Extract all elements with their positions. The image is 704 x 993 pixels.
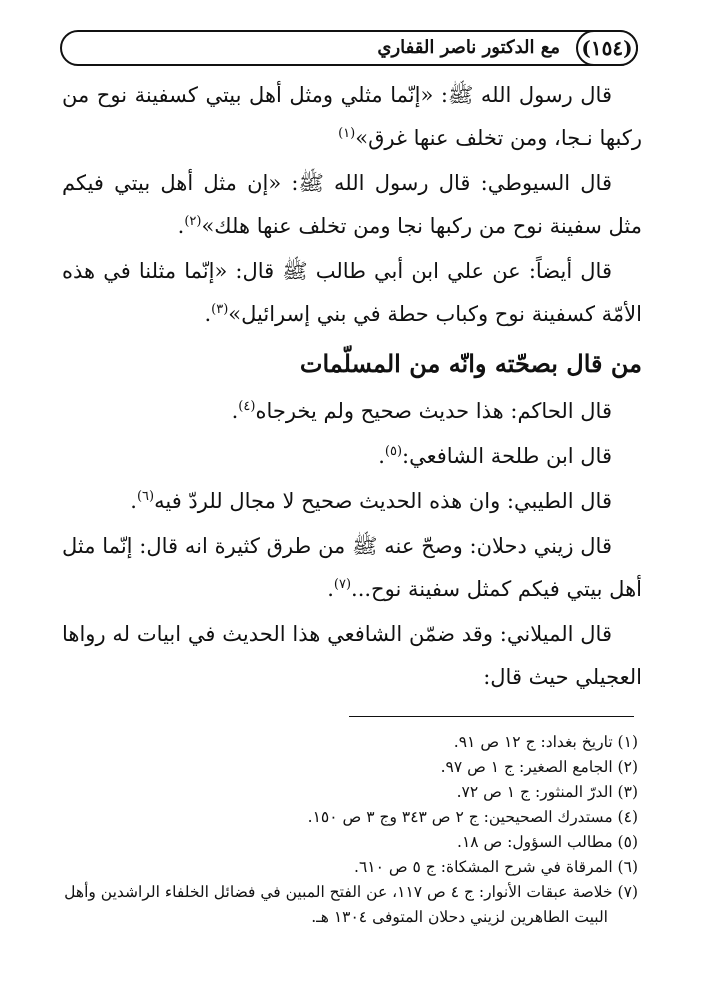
footnote: (٤) مستدرك الصحيحين: ج ٢ ص ٣٤٣ وج ٣ ص ١٥٠.: [307, 808, 638, 826]
body-text: [62, 74, 642, 701]
footnote-ref: (٤): [238, 399, 256, 414]
footnote: (٢) الجامع الصغير: ج ١ ص ٩٧.: [440, 758, 638, 776]
paragraph: قال زيني دحلان: وصحّ عنه ﷺ من طرق كثيرة انه قال: إنّما مثل أهل بيتي فيكم كمثل سفينة نوح...$^{(٧)}$.: [62, 534, 642, 601]
paragraph: قال الميلاني: وقد ضمّن الشافعي هذا الحديث في ابيات له رواها العجيلي حيث قال:: [62, 622, 642, 689]
paragraph: قال ابن طلحة الشافعي:$^{(٥)}$.: [378, 444, 612, 468]
paragraph: قال الحاكم: هذا حديث صحيح ولم يخرجاه$^{(٤)}$.: [231, 399, 612, 423]
footnote: (٧) خلاصة عبقات الأنوار: ج ٤ ص ١١٧، عن الفتح المبين في فضائل الخلفاء الراشدين وأهل البيت الطاهرين لزيني دحلان المتوفى ١٣٠٤ هـ.: [64, 883, 638, 926]
footnote: (٦) المرقاة في شرح المشكاة: ج ٥ ص ٦١٠.: [354, 858, 638, 876]
footnotes: [58, 730, 638, 930]
footnote-ref: (٢): [184, 214, 202, 229]
footnote-ref: (١): [338, 126, 356, 141]
footnote-ref: (٦): [136, 489, 155, 504]
footnote: (١) تاريخ بغداد: ج ١٢ ص ٩١.: [453, 733, 638, 751]
paragraph: قال أيضاً: عن علي ابن أبي طالب ﷺ قال: «إنّما مثلنا في هذه الأمّة كسفينة نوح وكباب حطة في بني إسرائيل»$^{(٣)}$.: [62, 259, 642, 326]
page-header: [60, 30, 638, 66]
section-heading: من قال بصحّته وانّه من المسلّمات: [299, 349, 642, 378]
paragraph: قال رسول الله ﷺ: «إنّما مثلي ومثل أهل بيتي كسفينة نوح من ركبها نـجا، ومن تخلف عنها غرق»$^{(١)}$: [62, 83, 642, 150]
footnote-ref: (٧): [333, 577, 352, 592]
footnote-ref: (٥): [384, 444, 403, 459]
page-number: (١٥٤): [576, 30, 638, 66]
running-title: مع الدكتور ناصر القفاري: [377, 37, 560, 58]
footnote: (٥) مطالب السؤول: ص ١٨.: [457, 833, 638, 851]
paragraph: قال السيوطي: قال رسول الله ﷺ: «إن مثل أهل بيتي فيكم مثل سفينة نوح من ركبها نجا ومن تخلف عنها هلك»$^{(٢)}$.: [62, 171, 642, 238]
footnote-separator: [349, 716, 634, 717]
footnote-ref: (٣): [211, 302, 229, 317]
footnote: (٣) الدرّ المنثور: ج ١ ص ٧٢.: [456, 783, 638, 801]
paragraph: قال الطيبي: وان هذه الحديث صحيح لا مجال للردّ فيه$^{(٦)}$.: [130, 489, 612, 513]
